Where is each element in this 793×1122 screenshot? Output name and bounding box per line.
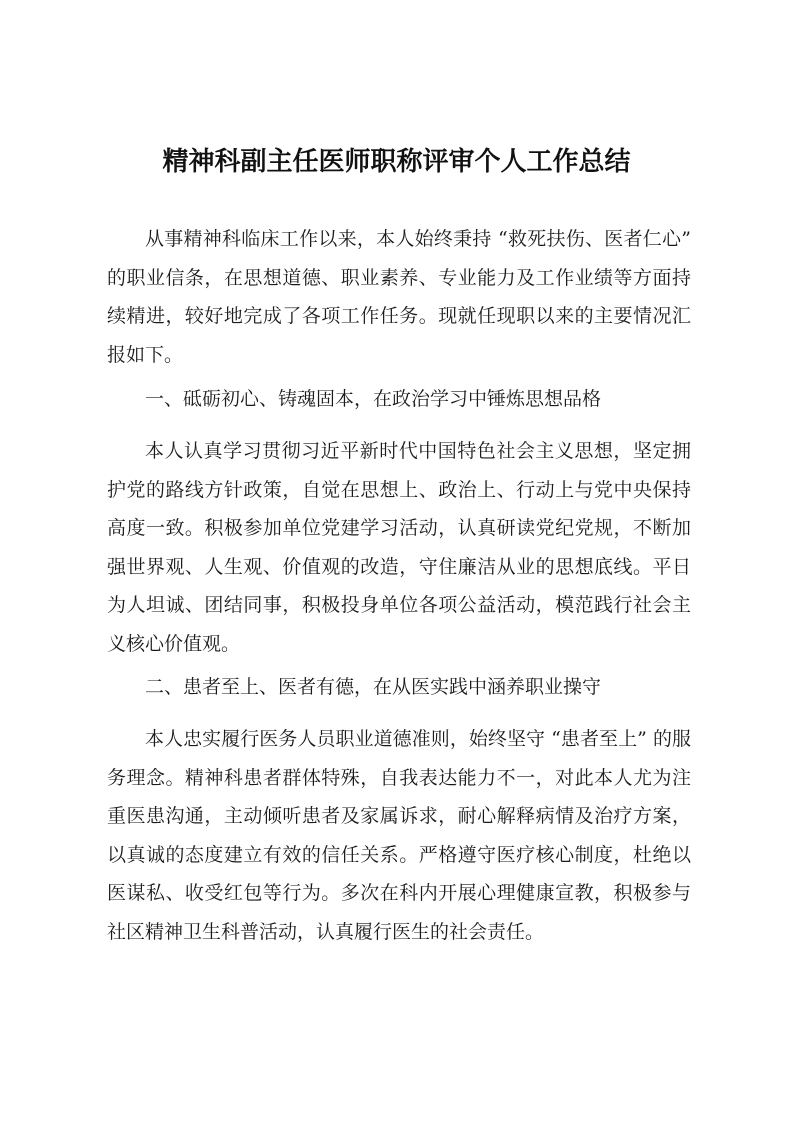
section-heading-2: 二、患者至上、医者有德，在从医实践中涵养职业操守 (145, 676, 602, 698)
document-title: 精神科副主任医师职称评审个人工作总结 (162, 147, 631, 177)
section-body-1: 本人认真学习贯彻习近平新时代中国特色社会主义思想，坚定拥护党的路线方针政策，自觉在思想上、政治上、行动上与党中央保持高度一致。积极参加单位党建学习活动，认真研读党纪党规，不断加强世界观、人生观、价值观的改造，守住廉洁从业的思想底线。平日为人坦诚、团结同事，积极投身单位各项公益活动，模范践行社会主义核心价值观。 (107, 440, 691, 655)
intro-paragraph: 从事精神科临床工作以来，本人始终秉持 “救死扶伤、医者仁心” 的职业信条，在思想道德、职业素养、专业能力及工作业绩等方面持续精进，较好地完成了各项工作任务。现就任现职以来的主要情况汇报如下。 (107, 228, 691, 366)
section-body-2: 本人忠实履行医务人员职业道德准则，始终坚守 “患者至上” 的服务理念。精神科患者群体特殊，自我表达能力不一，对此本人尤为注重医患沟通，主动倾听患者及家属诉求，耐心解释病情及治疗方案，以真诚的态度建立有效的信任关系。严格遵守医疗核心制度，杜绝以医谋私、收受红包等行为。多次在科内开展心理健康宣教，积极参与社区精神卫生科普活动，认真履行医生的社会责任。 (107, 728, 691, 943)
section-heading-1: 一、砥砺初心、铸魂固本，在政治学习中锤炼思想品格 (145, 388, 602, 410)
